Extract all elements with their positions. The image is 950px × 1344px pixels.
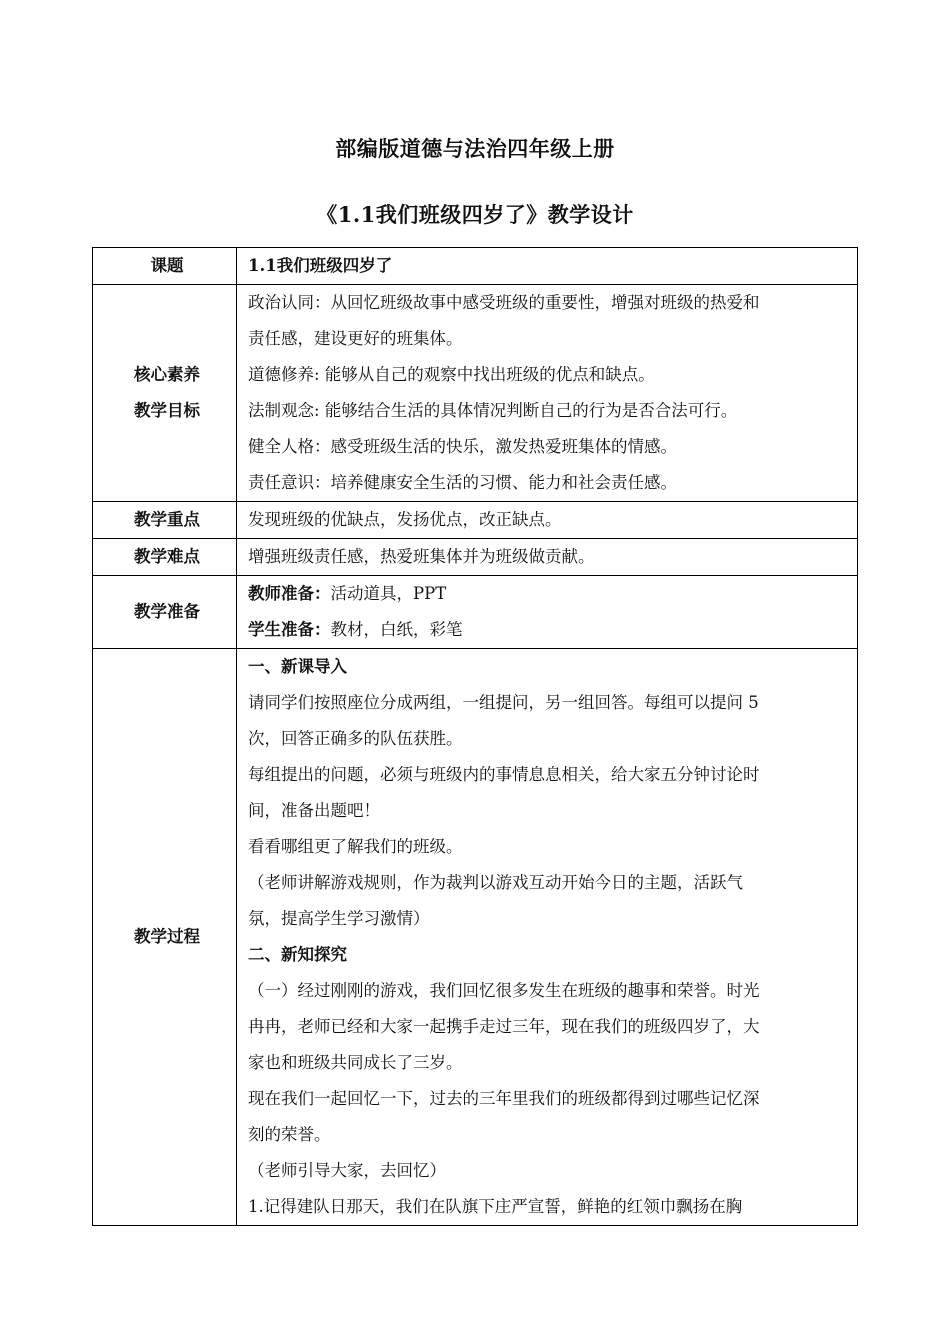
student-prep-value: 教材，白纸，彩笔 [330,620,463,639]
preparation-content [237,576,858,649]
core-content [237,285,858,502]
process-line: 刻的荣誉。 [248,1125,331,1144]
process-line: 每组提出的问题，必须与班级内的事情息息相关，给大家五分钟讨论时 [248,765,760,784]
process-line: 看看哪组更了解我们的班级。 [248,837,463,856]
topic-label: 课题 [93,248,237,285]
table-row-difficulty [93,539,858,576]
table-row-topic [93,248,858,285]
student-prep-label: 学生准备： [248,620,331,639]
key-point-value: 发现班级的优缺点，发扬优点，改正缺点。 [237,502,858,539]
process-line: 1.记得建队日那天，我们在队旗下庄严宣誓，鲜艳的红领巾飘扬在胸 [248,1197,743,1216]
table-row-preparation [93,576,858,649]
table-row-process [93,649,858,1226]
core-line: 责任意识：培养健康安全生活的习惯、能力和社会责任感。 [248,473,677,492]
process-line: 间，准备出题吧！ [248,801,380,820]
teacher-prep-value: 活动道具，PPT [330,584,447,603]
table-row-core [93,285,858,502]
core-line: 道德修养: 能够从自己的观察中找出班级的优点和缺点。 [248,365,655,384]
core-label-line1: 核心素养 [134,365,200,384]
process-line: （老师讲解游戏规则，作为裁判以游戏互动开始今日的主题，活跃气 [248,873,743,892]
difficulty-value: 增强班级责任感，热爱班集体并为班级做贡献。 [237,539,858,576]
process-line: 冉冉，老师已经和大家一起携手走过三年，现在我们的班级四岁了，大 [248,1017,760,1036]
process-line: 家也和班级共同成长了三岁。 [248,1053,463,1072]
preparation-label: 教学准备 [93,576,237,649]
section2-heading: 二、新知探究 [248,945,347,964]
student-prep [248,612,851,648]
process-line: 次，回答正确多的队伍获胜。 [248,729,463,748]
process-line: 现在我们一起回忆一下，过去的三年里我们的班级都得到过哪些记忆深 [248,1089,760,1108]
difficulty-label: 教学难点 [93,539,237,576]
core-line: 健全人格：感受班级生活的快乐，激发热爱班集体的情感。 [248,437,677,456]
document-subtitle: 《1.1我们班级四岁了》教学设计 [316,202,634,227]
key-point-label: 教学重点 [93,502,237,539]
document-title: 部编版道德与法治四年级上册 [335,136,615,161]
section1-heading: 一、新课导入 [248,657,347,676]
process-label [93,649,237,1226]
process-line: 请同学们按照座位分成两组，一组提问，另一组回答。每组可以提问 5 [248,693,759,712]
topic-value: 1.1我们班级四岁了 [237,248,858,285]
core-label [93,285,237,502]
core-line: 责任感，建设更好的班集体。 [248,329,463,348]
process-line: （老师引导大家，去回忆） [248,1161,446,1180]
process-label-text: 教学过程 [134,927,200,946]
core-label-line2: 教学目标 [134,401,200,420]
process-line: 氛，提高学生学习激情） [248,909,430,928]
core-line: 法制观念: 能够结合生活的具体情况判断自己的行为是否合法可行。 [248,401,738,420]
lesson-plan-table [92,247,858,1226]
process-content [237,649,858,1226]
table-row-key-point [93,502,858,539]
core-line: 政治认同：从回忆班级故事中感受班级的重要性，增强对班级的热爱和 [248,293,760,312]
process-line: （一）经过刚刚的游戏，我们回忆很多发生在班级的趣事和荣誉。时光 [248,981,760,1000]
teacher-prep-label: 教师准备： [248,584,331,603]
teacher-prep [248,576,851,612]
